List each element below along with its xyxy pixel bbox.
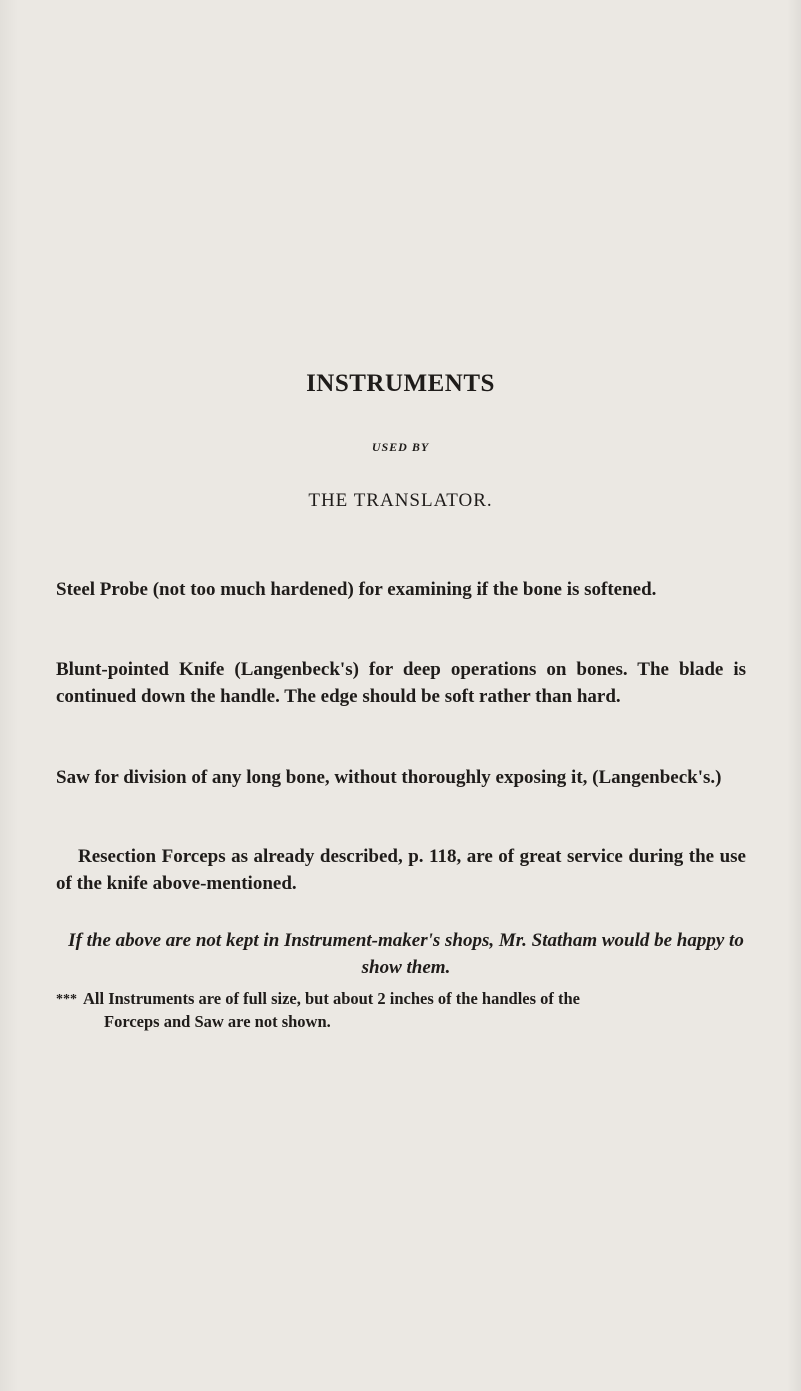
footnote <box>56 988 756 1033</box>
page-title: INSTRUMENTS <box>306 370 495 397</box>
paragraph-resection-forceps: Resection Forceps as already described, p. 118, are of great service during the use of the knife above-mentioned. <box>56 846 746 894</box>
footnote-line-2: Forceps and Saw are not shown. <box>104 1012 331 1032</box>
asterism-mark: *** <box>56 992 77 1008</box>
footnote-line-1: All Instruments are of full size, but about 2 inches of the handles of the <box>83 989 581 1008</box>
translator-heading: THE TRANSLATOR. <box>308 490 493 511</box>
paragraph-saw: Saw for division of any long bone, without thoroughly exposing it, (Langenbeck's.) <box>56 767 722 788</box>
paragraph-steel-probe: Steel Probe (not too much hardened) for examining if the bone is softened. <box>56 579 657 600</box>
page-subtitle: USED BY <box>371 440 430 454</box>
italic-note: If the above are not kept in Instrument-maker's shops, Mr. Statham would be happy to show them. <box>68 930 744 978</box>
paragraph-blunt-knife: Blunt-pointed Knife (Langenbeck's) for deep operations on bones. The blade is continued down the handle. The edge should be soft rather than hard. <box>56 659 746 707</box>
